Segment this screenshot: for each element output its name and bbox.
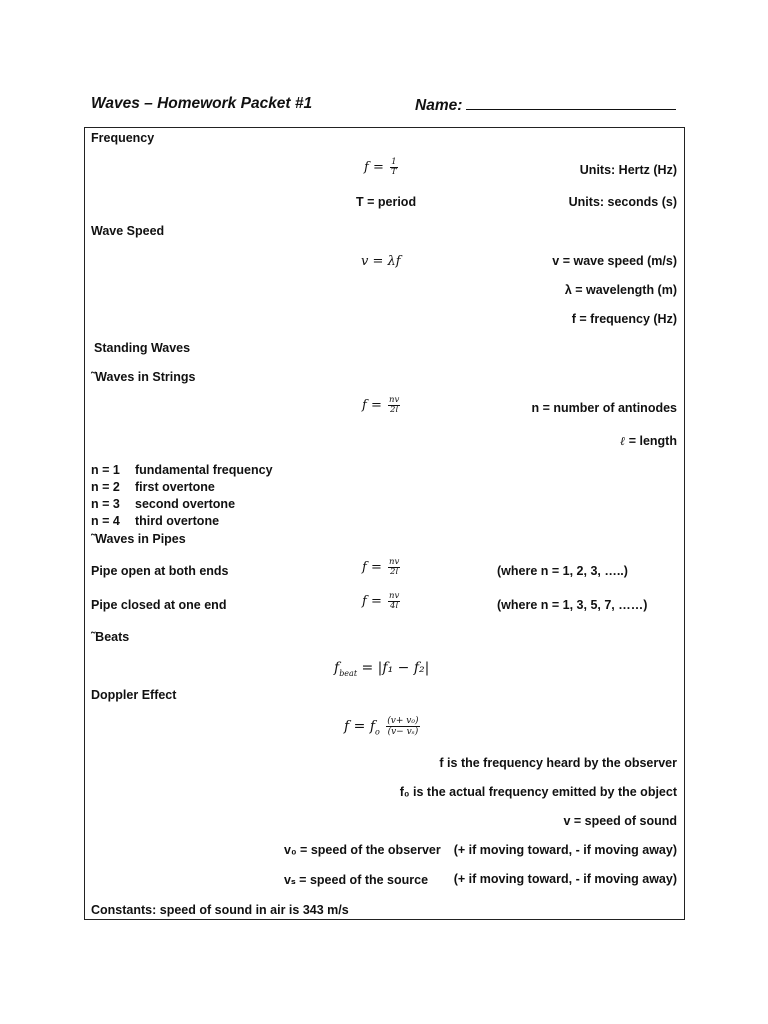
frequency-heading: Frequency xyxy=(91,131,155,145)
pipe-closed-formula: f = $\frac{nv}{4l}$ xyxy=(362,591,400,611)
period-units: Units: seconds (s) xyxy=(568,195,677,209)
waves-in-strings-label: ˜Waves in Strings xyxy=(91,370,196,384)
standing-waves-heading: Standing Waves xyxy=(94,341,191,355)
def-emitted-frequency: f₀ is the actual frequency emitted by the object xyxy=(399,785,677,799)
frequency-units-hz: Units: Hertz (Hz) xyxy=(579,163,677,177)
frequency-formula: f = $\frac{1}{T}$ xyxy=(364,157,397,177)
doppler-heading: Doppler Effect xyxy=(91,688,177,702)
strings-formula: f = $\frac{nv}{2l}$ xyxy=(362,395,400,415)
beats-heading: ˜Beats xyxy=(91,630,130,644)
name-field[interactable] xyxy=(415,95,676,115)
def-antinodes: n = number of antinodes xyxy=(531,401,677,415)
name-label: Name: xyxy=(415,97,463,114)
pipe-open-formula: f = $\frac{nv}{2l}$ xyxy=(362,557,400,577)
wave-speed-formula: v = λf xyxy=(361,254,401,269)
def-source-speed: vₛ = speed of the source xyxy=(284,873,429,887)
pipe-closed-label: Pipe closed at one end xyxy=(91,598,227,612)
def-wave-speed: v = wave speed (m/s) xyxy=(552,254,677,268)
period-definition: T = period xyxy=(356,195,417,209)
def-wavelength: λ = wavelength (m) xyxy=(564,283,677,297)
harmonics-list xyxy=(91,463,273,531)
constants-note: Constants: speed of sound in air is 343 m/s xyxy=(91,903,349,917)
source-sign-note: (+ if moving toward, - if moving away) xyxy=(453,872,677,886)
wave-speed-heading: Wave Speed xyxy=(91,224,165,238)
name-blank-line[interactable] xyxy=(466,95,676,110)
pipe-open-label: Pipe open at both ends xyxy=(91,564,229,578)
doppler-formula: $f = f_o$ $\frac{\text{(v+ v₀)}}{\text{(v− vₛ)}}$ xyxy=(344,716,419,737)
harmonic-row: n = 2 first overtone xyxy=(91,480,215,494)
pipe-open-note: (where n = 1, 2, 3, …..) xyxy=(497,564,628,578)
def-speed-of-sound: v = speed of sound xyxy=(563,814,677,828)
def-frequency: f = frequency (Hz) xyxy=(571,312,677,326)
harmonic-row: n = 4 third overtone xyxy=(91,514,220,528)
page-title: Waves – Homework Packet #1 xyxy=(91,95,313,112)
beats-formula: $f_{beat} = |f_1 - f_2|$ xyxy=(334,660,430,678)
pipe-closed-note: (where n = 1, 3, 5, 7, ……) xyxy=(497,598,648,612)
frequency-fraction: $\frac{1}{T}$ xyxy=(390,157,397,177)
def-length: ℓ = length xyxy=(620,434,677,448)
def-observed-frequency: f is the frequency heard by the observer xyxy=(439,756,677,770)
def-observer-speed: v₀ = speed of the observer xyxy=(284,843,441,857)
harmonic-row: n = 3 second overtone xyxy=(91,497,236,511)
observer-sign-note: (+ if moving toward, - if moving away) xyxy=(453,843,677,857)
harmonic-row: n = 1 fundamental frequency xyxy=(91,463,273,477)
waves-in-pipes-label: ˜Waves in Pipes xyxy=(91,532,186,546)
